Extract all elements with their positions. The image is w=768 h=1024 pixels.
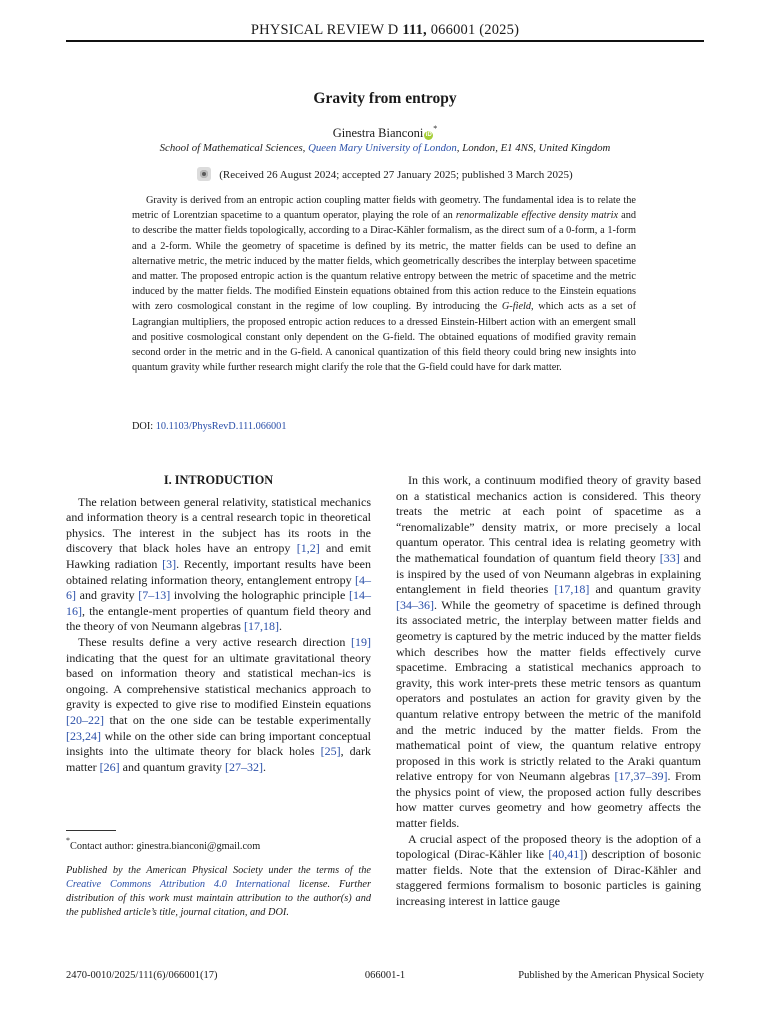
citation-link[interactable]: [3] [162,556,177,571]
author-name: Ginestra Bianconi [332,126,424,140]
footer-page-number: 066001-1 [364,970,406,981]
abstract [132,193,636,375]
citation-link[interactable]: [34–36] [396,597,434,612]
citation-link[interactable]: [40,41] [548,847,584,862]
footnote-mark: * [66,836,70,845]
citation-link[interactable]: [23,24] [66,728,101,743]
journal-volume: 111, [402,22,427,38]
footnote [66,836,260,852]
citation-link[interactable]: [17,37–39] [614,769,668,784]
citation-link[interactable]: [25] [320,744,341,759]
paper-title: Gravity from entropy [313,90,457,107]
citation-link[interactable]: [4–6] [66,572,371,603]
citation-link[interactable]: [17,18] [243,619,279,634]
affiliation-suffix: , London, E1 4NS, United Kingdom [456,142,611,154]
left-column [66,473,371,775]
citation-link[interactable]: [19] [351,634,371,649]
right-column [396,473,701,910]
abstract-text-1: Gravity is derived from an entropic action coupling matter fields with geometry. The fundamental idea is to relate the metric of Lorentzian spacetime to a quantum operator, playing the role of an [132,195,636,222]
article-number: 066001 (2025) [430,22,520,38]
abstract-text-3: , which acts as a set of Lagrangian multipliers, the proposed entropic action reduces to a dressed Einstein-Hilbert action with an emergent small and positive cosmological constant only dependent on the G-field. The obtained equations of modified gravity remain second order in the metric and in the G-field. A canonical quantization of this field theory could bring new insights into quantum gravity while further research might clarify the role that the G-field could have for dark matter. [132,301,636,374]
university-link[interactable]: Queen Mary University of London [308,142,457,154]
affiliation-prefix: School of Mathematical Sciences, [159,142,309,154]
received-dates [66,167,704,181]
doi-line [132,421,286,432]
citation-link[interactable]: [7–13] [138,588,171,603]
header-rule [66,40,704,42]
citation-link[interactable]: [14–16] [66,588,371,618]
author-line [66,124,704,141]
doi-link[interactable]: 10.1103/PhysRevD.111.066001 [155,421,287,432]
citation-link[interactable]: [27–32] [224,759,263,774]
check-for-updates-icon[interactable] [197,167,211,181]
intro-paragraph-3: In this work, a continuum modified theory of gravity based on a statistical mechanics action is considered. This theory treats the metric at each point of spacetime as a “renomalizable” density matrix, or more precisely a local quantum operator. This central idea is relating geometry with the mathematical foundation of quantum field theory [33] and is inspired by the used of von Neumann algebras in explaining entanglement in field theories [17,18] and quantum gravity [34–36]. While the geometry of spacetime is defined through its associated metric, the interplay between matter fields and geometry is captured by the metric induced by the matter fields which describes how the matter fields effectively curve spacetime. Embracing a statistical mechanics approach to gravity, this work inter-prets these metric tensors as quantum operators and postulates an action for gravity given by the quantum relative entropy between the metric of the manifold and the metric induced by the matter fields. From the mathematical point of view, the quantum relative entropy proposed in this work is strictly related to the Araki quantum relative entropy for von Neumann algebras [17,37–39]. From the physics point of view, the proposed action fully describes how matter curves geometry and how geometry affects the matter fields. [396,473,702,831]
footer-issn: 2470-0010/2025/111(6)/066001(17) [66,970,218,981]
license-notice: Published by the American Physical Society under the terms of the Creative Commons Attribution 4.0 International license. Further distribution of this work must maintain attribution to the author(s) and the published article’s title, journal citation, and DOI. [66,865,371,918]
citation-link[interactable]: [26] [99,759,120,774]
footnote-text: Contact author: ginestra.bianconi@gmail.com [70,841,261,852]
intro-paragraph-4: A crucial aspect of the proposed theory is the adoption of a topological (Dirac-Kähler like [40,41]) description of bosonic matter fields. Note that the extension of Dirac-Kähler and staggered fermions formalism to bosonic particles is gaining increasing interest in lattice gauge [396,831,701,909]
intro-paragraph-1: The relation between general relativity, statistical mechanics and information theory is a central research topic in theoretical physics. The interest in the subject has its roots in the discovery that black holes have an entropy [1,2] and emit Hawking radiation [3]. Recently, important results have been obtained relating information theory, entanglement entropy [4–6] and gravity [7–13] involving the holographic principle [14–16], the entangle-ment properties of quantum field theory and the theory of von Neumann algebras [17,18]. [66,494,371,634]
received-text: (Received 26 August 2024; accepted 27 January 2025; published 3 March 2025) [219,169,573,181]
section-heading: I. INTRODUCTION [163,473,274,487]
intro-paragraph-2: These results define a very active research direction [19] indicating that the quest for an ultimate gravitational theory based on information theory and statistical mechan-ics is ongoing. A comprehensive statistical mechanics approach to gravity is expected to give rise to modified Einstein equations [20–22] that on the one side can be testable experimentally [23,24] while on the other side can bring important conceptual insights into the ultimate theory for black holes [25], dark matter [26] and quantum gravity [27–32]. [66,634,371,774]
citation-link[interactable]: [33] [659,550,680,565]
citation-link[interactable]: [17,18] [554,582,590,597]
orcid-icon[interactable]: iD [425,132,432,138]
abstract-text-2: and to describe the matter fields topologically, according to a Dirac-Kähler formalism, as the direct sum of a 0-form, a 1-form and a 2-form. While the geometry of spacetime is defined by its metric, the matter fields can be used to define an alternative metric, the metric induced by the matter fields, which geometrically describes the interplay between spacetime and matter. The proposed entropic action is the quantum relative entropy between the metric of spacetime and the metric induced by the matter fields. The modified Einstein equations obtained from this action reduce to the Einstein equations with zero cosmological constant in the regime of low coupling. By introducing the [132,210,637,313]
citation-link[interactable]: [1,2] [296,541,320,556]
abstract-emphasis-1: renormalizable effective density matrix [455,210,619,222]
author-footnote-mark: * [433,124,438,133]
license-link[interactable]: Creative Commons Attribution 4.0 International [66,879,291,890]
citation-link[interactable]: [20–22] [66,712,104,727]
abstract-emphasis-2: G-field [501,301,532,313]
journal-name: PHYSICAL REVIEW D [250,22,399,38]
affiliation [66,142,704,154]
doi-label: DOI: [132,421,156,432]
journal-header [66,22,704,39]
footnote-rule [66,830,116,831]
footer-publisher: Published by the American Physical Society [518,970,704,981]
